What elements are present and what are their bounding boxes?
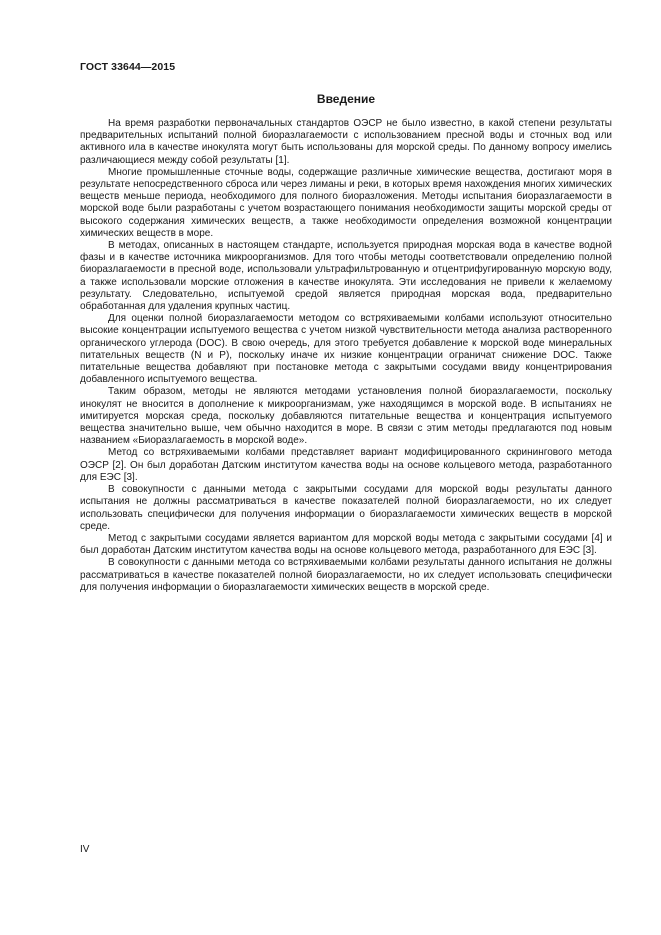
section-body (80, 118, 612, 594)
standard-id-header: ГОСТ 33644—2015 (80, 61, 176, 73)
paragraph: Многие промышленные сточные воды, содержащие различные химические вещества, достигают моря в результате непосредственного сброса или через лиманы и реки, в которых время нахождения многих химических веществ меньше периода, необходимого для полного биоразложения. Методы испытания биоразлагаемости в морской воде были разработаны с учетом возрастающего понимания необходимости защиты морской среды от высокого содержания химических веществ, а также необходимости определения возможной концентрации химических веществ в море. (80, 166, 612, 239)
paragraph: Таким образом, методы не являются методами установления полной биоразлагаемости, поскольку инокулят не вносится в дополнение к микроорганизмам, уже находящимся в морской воде. В испытаниях не имитируется морская среда, поскольку добавляются питательные вещества и концентрация испытуемого вещества значительно выше, чем обычно находится в море. В связи с этим методы предлагаются под новым названием «Биоразлагаемость в морской воде». (80, 386, 612, 447)
paragraph: Для оценки полной биоразлагаемости методом со встряхиваемыми колбами используют относительно высокие концентрации испытуемого вещества с учетом низкой чувствительности метода анализа растворенного органического углерода (DOC). В свою очередь, для этого требуется добавление к морской воде минеральных питательных веществ (N и P), поскольку иначе их низкие концентрации ограничат снижение DOC. Также питательные вещества добавляют при постановке метода с закрытыми сосудами ввиду концентрирования добавленного испытуемого вещества. (80, 313, 612, 386)
page-number: IV (80, 844, 90, 855)
paragraph: В методах, описанных в настоящем стандарте, используется природная морская вода в качестве водной фазы и в качестве источника микроорганизмов. Для того чтобы методы соответствовали определению полной биоразлагаемости в пресной воде, использовали ультрафильтрованную и отцентрифугированную морскую воду, а также использовали морские отложения в качестве инокулята. Эти исследования не привели к желаемому результату. Следовательно, испытуемой средой является природная морская вода, предварительно обработанная для удаления крупных частиц. (80, 240, 612, 313)
paragraph: Метод со встряхиваемыми колбами представляет вариант модифицированного скринингового метода ОЭСР [2]. Он был доработан Датским институтом качества воды на основе кольцевого метода, разработанного для ЕЭС [3]. (80, 447, 612, 483)
paragraph: Метод с закрытыми сосудами является вариантом для морской воды метода с закрытыми сосудами [4] и был доработан Датским институтом качества воды на основе кольцевого метода, разработанного для ЕЭС [3]. (80, 532, 612, 557)
paragraph: В совокупности с данными метода с закрытыми сосудами для морской воды результаты данного испытания не должны рассматриваться в качестве показателей полной биоразлагаемости, но их следует использовать специфически для получения информации о биоразлагаемости химических веществ в морской среде. (80, 484, 612, 532)
section-title: Введение (316, 92, 376, 106)
paragraph: В совокупности с данными метода со встряхиваемыми колбами результаты данного испытания не должны рассматриваться в качестве показателей полной биоразлагаемости, но их следует использовать специфически для получения информации о биоразлагаемости химических веществ в морской среде. (80, 557, 612, 593)
paragraph: На время разработки первоначальных стандартов ОЭСР не было известно, в какой степени результаты предварительных испытаний полной биоразлагаемости с использованием пресной воды и сточных вод или активного ила в качестве инокулята могут быть использованы для морской среды. По данному вопросу имелись различающиеся между собой результаты [1]. (80, 118, 612, 166)
